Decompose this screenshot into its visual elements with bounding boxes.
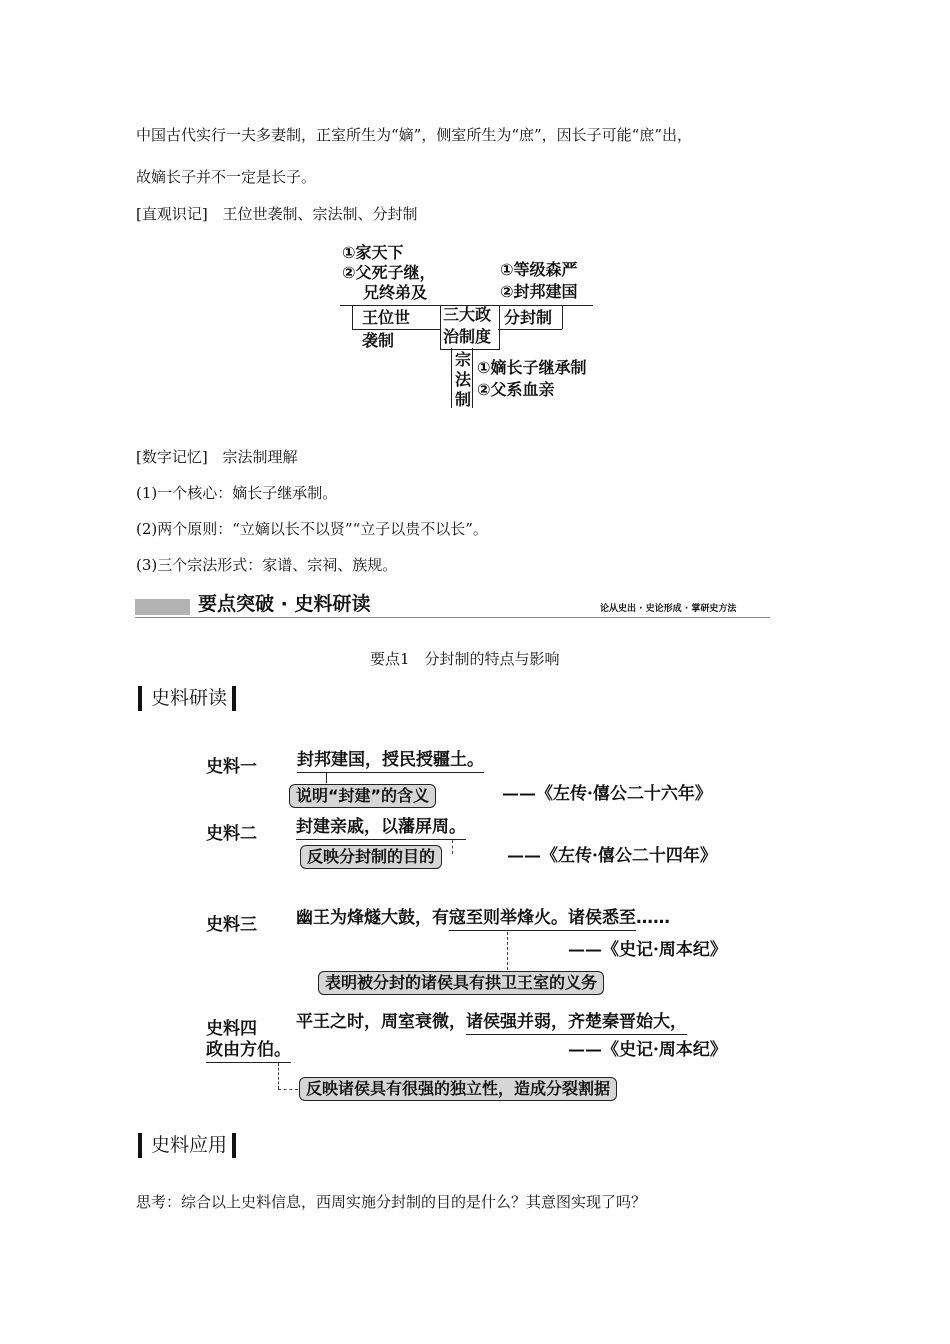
diagram-zongfa-item-2: ②父系血亲 [477,380,555,399]
diagram-zongfa-char-2: 法 [455,370,472,389]
diagram-line-right-vertical [562,305,563,329]
diagram-left-item-2: ②父死子继， [342,263,436,282]
source-1-note: 说明“封建”的含义 [289,784,436,808]
diagram-line-left-vertical [352,305,353,329]
source-4-note: 反映诸侯具有很强的独立性，造成分裂割据 [299,1077,617,1101]
source-1-text-underlined: 封邦建国，授民授疆土。 [297,750,484,773]
source-2-connector [452,840,453,854]
visual-memory-title: 王位世袭制、宗法制、分封制 [222,205,418,223]
diagram-line-right-top [498,305,593,306]
banner-gray-block [135,599,190,615]
source-3-citation: ——《史记·周本纪》 [568,940,727,960]
source-3-connector [507,932,508,970]
diagram-line-left-top [340,305,440,306]
diagram-line-zongfa-right [472,348,473,408]
source-4-text-underlined: 诸侯强并弱，齐楚秦晋始大， [466,1012,687,1035]
source-1-text [297,752,484,769]
diagram-box-left-line-1: 王位世 [362,308,411,327]
source-3-note: 表明被分封的诸侯具有拱卫王室的义务 [318,971,604,995]
intro-line-2: 故嫡长子并不一定是长子。 [136,168,317,186]
source-1-citation: ——《左传·僖公二十六年》 [502,784,712,804]
visual-memory-label: [直观识记] [136,205,208,223]
diagram-line-left-bottom [352,329,440,330]
diagram-right-item-2: ②封邦建国 [500,282,578,301]
intro-line-1: 中国古代实行一夫多妻制，正室所生为“嫡”，侧室所生为“庶”，因长子可能“庶”出， [136,126,693,144]
source-4-label: 史料四 [206,1019,257,1039]
source-4-connector-h [278,1089,298,1090]
number-memory-item-3: (3)三个宗法形式：家谱、宗祠、族规。 [136,556,398,574]
diagram-line-zongfa-left [451,348,452,408]
number-memory-heading [136,450,298,465]
source-4-connector [278,1063,279,1089]
source-3-text-underlined: 寇至则举烽火。诸侯悉至 [449,908,636,931]
source-3-text-plain: 幽王为烽燧大鼓，有 [296,908,449,928]
diagram-left-item-3: 兄终弟及 [363,283,428,302]
diagram-zongfa-item-1: ①嫡长子继承制 [477,358,587,377]
point-1-title: 要点1 分封制的特点与影响 [370,650,560,668]
banner-rule [135,617,770,618]
source-3-text [296,910,670,927]
diagram-zongfa-char-1: 宗 [455,350,472,369]
source-2-text-underlined: 封建亲戚，以藩屏周。 [296,817,466,840]
section-tag-application: 史料应用 [138,1133,236,1158]
source-3-label: 史料三 [206,915,257,935]
visual-memory-heading [136,207,418,222]
source-2-note: 反映分封制的目的 [300,845,442,869]
diagram-box-left-line-2: 袭制 [362,331,395,350]
diagram-left-item-1: ①家天下 [342,243,404,262]
source-1-connector [326,773,327,783]
number-memory-title: 宗法制理解 [222,448,298,466]
source-4-citation: ——《史记·周本纪》 [568,1040,727,1060]
number-memory-label: [数字记忆] [136,448,208,466]
number-memory-item-2: (2)两个原则：“立嫡以长不以贤”“立子以贵不以长”。 [136,520,488,538]
source-4-text-plain: 平王之时，周室衰微， [296,1012,466,1032]
diagram-box-center-line-2: 治制度 [443,327,492,346]
source-3-text-ellipsis: …… [636,908,670,928]
diagram-box-center-line-1: 三大政 [443,305,492,324]
banner-subtitle: 论从史出 · 史论形成 · 掌研史方法 [600,604,737,614]
source-1-label: 史料一 [206,757,257,777]
diagram-line-right-bottom [498,329,562,330]
number-memory-item-1: (1)一个核心：嫡长子继承制。 [136,484,338,502]
diagram-box-right: 分封制 [504,308,553,327]
banner-title: 要点突破 · 史料研读 [198,593,371,615]
source-4-text-underlined-2: 政由方伯。 [206,1040,291,1063]
source-2-text [296,819,466,836]
source-4-text [296,1014,687,1031]
diagram-right-item-1: ①等级森严 [500,260,578,279]
source-2-citation: ——《左传·僖公二十四年》 [507,846,717,866]
source-4-text-line-2 [206,1042,291,1059]
section-tag-reading: 史料研读 [138,686,236,711]
question-text: 思考：综合以上史料信息，西周实施分封制的目的是什么？其意图实现了吗？ [136,1193,647,1211]
diagram-zongfa-char-3: 制 [455,390,472,409]
source-2-label: 史料二 [206,824,257,844]
